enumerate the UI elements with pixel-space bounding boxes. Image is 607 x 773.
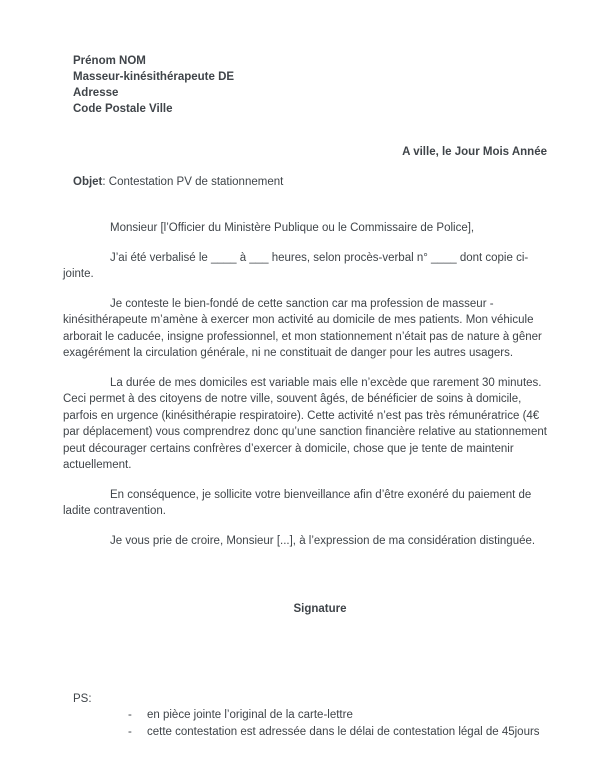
paragraph-consequence: En conséquence, je sollicite votre bienveillance afin d’être exonéré du paiement de ladite contravention.: [63, 488, 532, 517]
postscript-block: [73, 691, 547, 741]
paragraph-duree: La durée de mes domiciles est variable mais elle n’excède que rarement 30 minutes. Ceci permet à des citoyens de notre ville, souvent âgés, de bénéficier de soins à domicile, parfois en urgence (kinésithérapie respiratoire). Cette activité n’est pas très rémunératrice (4€ par déplacement) vous comprendrez donc qu’une sanction financière relative au stationnement peut décourager certains confrères d’exercer à domicile, chose que je tente de maintenir actuellement.: [63, 376, 547, 471]
ps-item-text: en pièce jointe l’original de la carte-lettre: [147, 709, 353, 721]
sender-name: Prénom NOM: [73, 55, 146, 67]
subject-text: : Contestation PV de stationnement: [102, 175, 284, 188]
subject-line: [73, 174, 547, 191]
bullet-dash: -: [128, 709, 132, 721]
sender-profession: Masseur-kinésithérapeute DE: [73, 71, 235, 83]
sender-city: Code Postale Ville: [73, 103, 173, 115]
signature-label: Signature: [293, 603, 347, 615]
sender-block: [73, 0, 547, 117]
ps-item: [73, 707, 547, 724]
sender-address: Adresse: [73, 87, 119, 99]
ps-item-text: cette contestation est adressée dans le délai de contestation légal de 45jours: [147, 725, 540, 738]
paragraph-contestation: Je conteste le bien-fondé de cette sanction car ma profession de masseur - kinésithérapeute m’amène à exercer mon activité au domicile de mes patients. Mon véhicule arborait le caducée, insigne professionnel, et mon stationnement n’était pas de nature à gêner exagérément la circulation générale, ni ne constituait de danger pour les autres usagers.: [63, 297, 542, 359]
ps-item: [73, 724, 547, 741]
ps-label: PS:: [73, 692, 92, 705]
subject-label: Objet: [73, 175, 103, 188]
paragraph-verbalise: J’ai été verbalisé le ____ à ___ heures, selon procès-verbal n° ____ dont copie ci-jointe.: [63, 251, 529, 280]
paragraph-politesse: Je vous prie de croire, Monsieur [...], à l’expression de ma considération distinguée.: [110, 534, 536, 547]
date-line: A ville, le Jour Mois Année: [402, 146, 547, 158]
bullet-dash: -: [128, 725, 132, 738]
salutation: Monsieur [l’Officier du Ministère Publique ou le Commissaire de Police],: [110, 222, 475, 234]
letter-content: [63, 0, 547, 740]
